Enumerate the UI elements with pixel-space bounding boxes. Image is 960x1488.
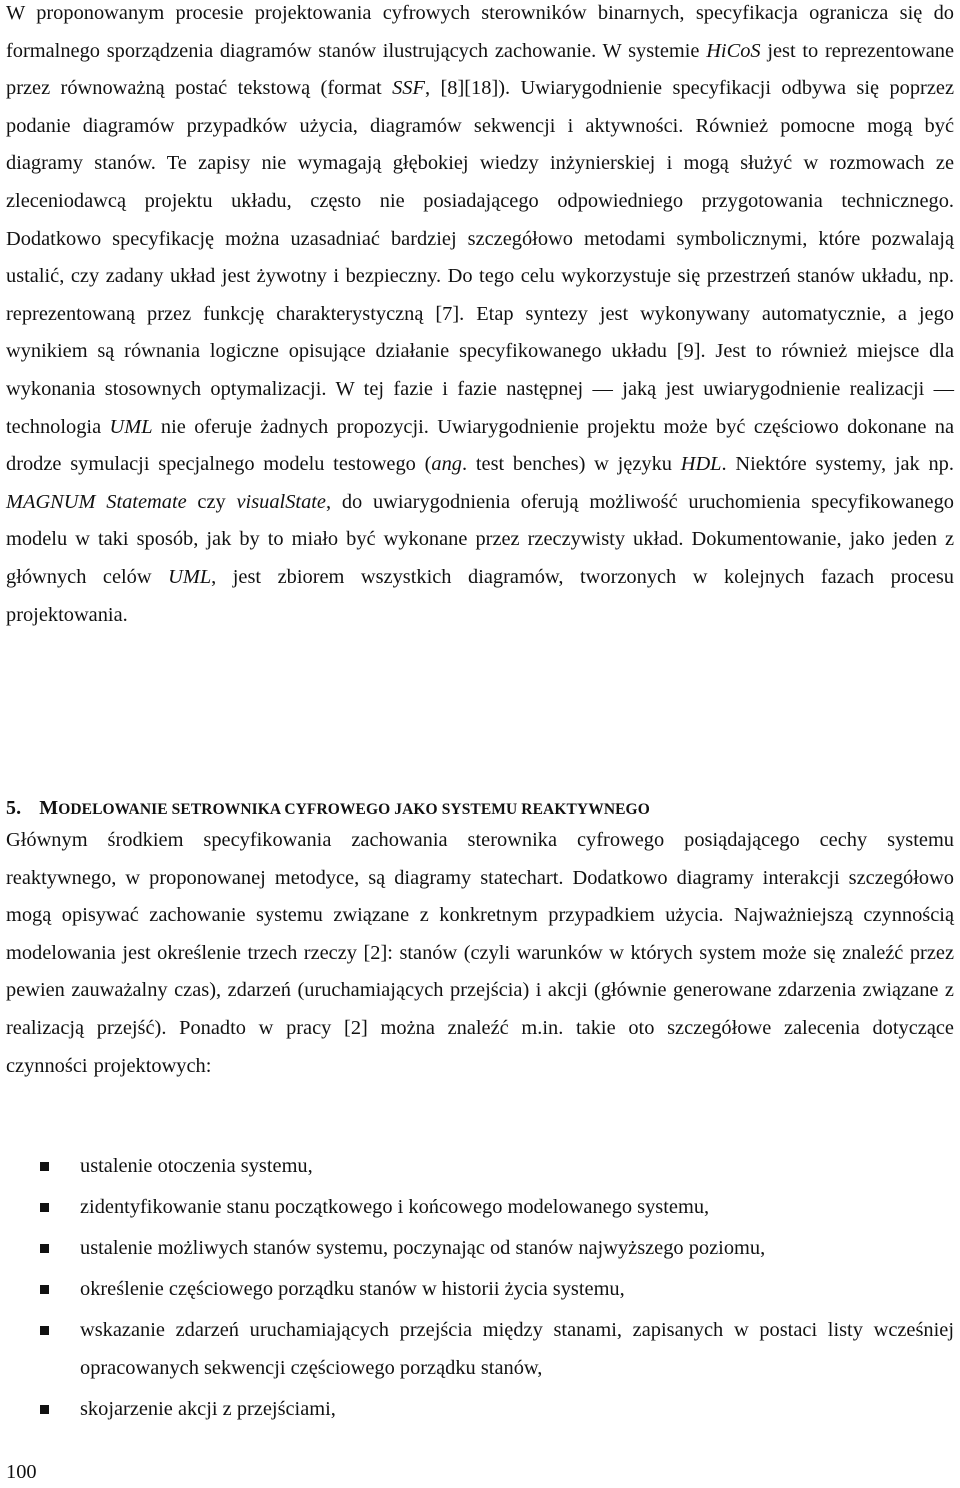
italic-term: visualState (236, 490, 326, 513)
list-item-text: określenie częściowego porządku stanów w historii życia systemu, (80, 1277, 625, 1300)
square-bullet-icon (40, 1162, 49, 1171)
square-bullet-icon (40, 1244, 49, 1253)
text-run: , jest zbiorem wszystkich diagramów, tworzonych w kolejnych fazach procesu projektowania. (6, 565, 954, 626)
italic-term: ang (431, 453, 462, 476)
text-run: jest to reprezentowane przez równoważną postać tekstową (format (6, 39, 954, 100)
italic-term: HiCoS (706, 39, 761, 62)
italic-term: UML (109, 415, 153, 438)
section-title-initial: M (39, 797, 59, 819)
recommendations-list (6, 1148, 954, 1432)
text-run: W proponowanym procesie projektowania cyfrowych sterowników binarnych, specyfikacja ogranicza się do formalnego sporządzenia diagramów stanów ilustrujących zachowanie. W systemie (6, 2, 954, 62)
square-bullet-icon (40, 1285, 49, 1294)
square-bullet-icon (40, 1405, 49, 1414)
italic-term: UML (168, 565, 212, 588)
section-number: 5. (6, 797, 22, 819)
text-run: . Niektóre systemy, jak np. (721, 453, 954, 476)
italic-term: MAGNUM Statemate (6, 490, 187, 513)
list-item (6, 1391, 954, 1429)
list-item (6, 1230, 954, 1268)
paragraph-modeling: Głównym środkiem specyfikowania zachowania sterownika cyfrowego posiądającego cechy systemu reaktywnego, w proponowanej metodyce, są diagramy statechart. Dodatkowo diagramy interakcji szczegółowo mogą opisywać zachowanie systemu związane z konkretnym przypadkiem użycia. Najważniejszą czynnością modelowania jest określenie trzech rzeczy [2]: stanów (czyli warunków w których system może się znaleźć przez pewien zauważalny czas), zdarzeń (uruchamiających przejścia) i akcji (głównie generowane zdarzenia związane z realizacją przejść). Ponadto w pracy [2] można znaleźć m.in. takie oto szczegółowe zalecenia dotyczące czynności projektowych: (6, 829, 954, 1077)
list-item (6, 1312, 954, 1387)
list-item (6, 1148, 954, 1186)
text-run: , [8][18]). Uwiarygodnienie specyfikacji odbywa się poprzez podanie diagramów przypadków użycia, diagramów sekwencji i aktywności. Również pomocne mogą być diagramy stanów. Te zapisy nie wymagają głębokiej wiedzy inżynierskiej i mogą służyć w rozmowach ze zleceniodawcą projektu układu, często nie posiadającego odpowiedniego przygotowania technicznego. Dodatkowo specyfikację można uzasadniać bardziej szczegółowo metodami symbolicznymi, które pozwalają ustalić, czy zadany układ jest żywotny i bezpieczny. Do tego celu wykorzystuje się przestrzeń stanów układu, np. reprezentowaną przez funkcję charakterystyczną [7]. Etap syntezy jest wykonywany automatycznie, a jego wynikiem są równania logiczne opisujące działanie specyfikowanego układu [9]. Jest to również miejsce dla wykonania stosownych optymalizacji. W tej fazie i fazie następnej — jaką jest uwiarygodnienie realizacji — technologia (6, 77, 954, 438)
square-bullet-icon (40, 1326, 49, 1335)
list-item-text: zidentyfikowanie stanu początkowego i końcowego modelowanego systemu, (80, 1195, 710, 1218)
page-number: 100 (6, 1461, 37, 1483)
list-item-text: ustalenie możliwych stanów systemu, poczynając od stanów najwyższego poziomu, (80, 1236, 766, 1259)
text-run: nie oferuje żadnych propozycji. Uwiarygodnienie projektu może być częściowo dokonane na drodze symulacji specjalnego modelu testowego ( (6, 415, 954, 476)
list-item (6, 1271, 954, 1309)
list-item-text: ustalenie otoczenia systemu, (80, 1155, 313, 1177)
list-item-text: skojarzenie akcji z przejściami, (80, 1397, 336, 1420)
section-heading (6, 797, 650, 820)
italic-term: HDL (680, 453, 722, 476)
text-run: czy (186, 490, 237, 513)
list-item-text: wskazanie zdarzeń uruchamiających przejścia między stanami, zapisanych w postaci listy wcześniej opracowanych sekwencji częściowego porządku stanów, (80, 1318, 954, 1379)
italic-term: SSF (392, 77, 425, 100)
square-bullet-icon (40, 1203, 49, 1212)
paragraph-intro (6, 0, 954, 634)
section-title-rest: ODELOWANIE SETROWNIKA CYFROWEGO JAKO SYSTEMU REAKTYWNEGO (58, 801, 650, 818)
text-run: . test benches) w języku (462, 453, 681, 476)
list-item (6, 1189, 954, 1227)
text-run: , do uwiarygodnienia oferują możliwość uruchomienia specyfikowanego modelu w taki sposób, jak by to miało być wykonane przez rzeczywisty układ. Dokumentowanie, jako jeden z głównych celów (6, 490, 954, 588)
